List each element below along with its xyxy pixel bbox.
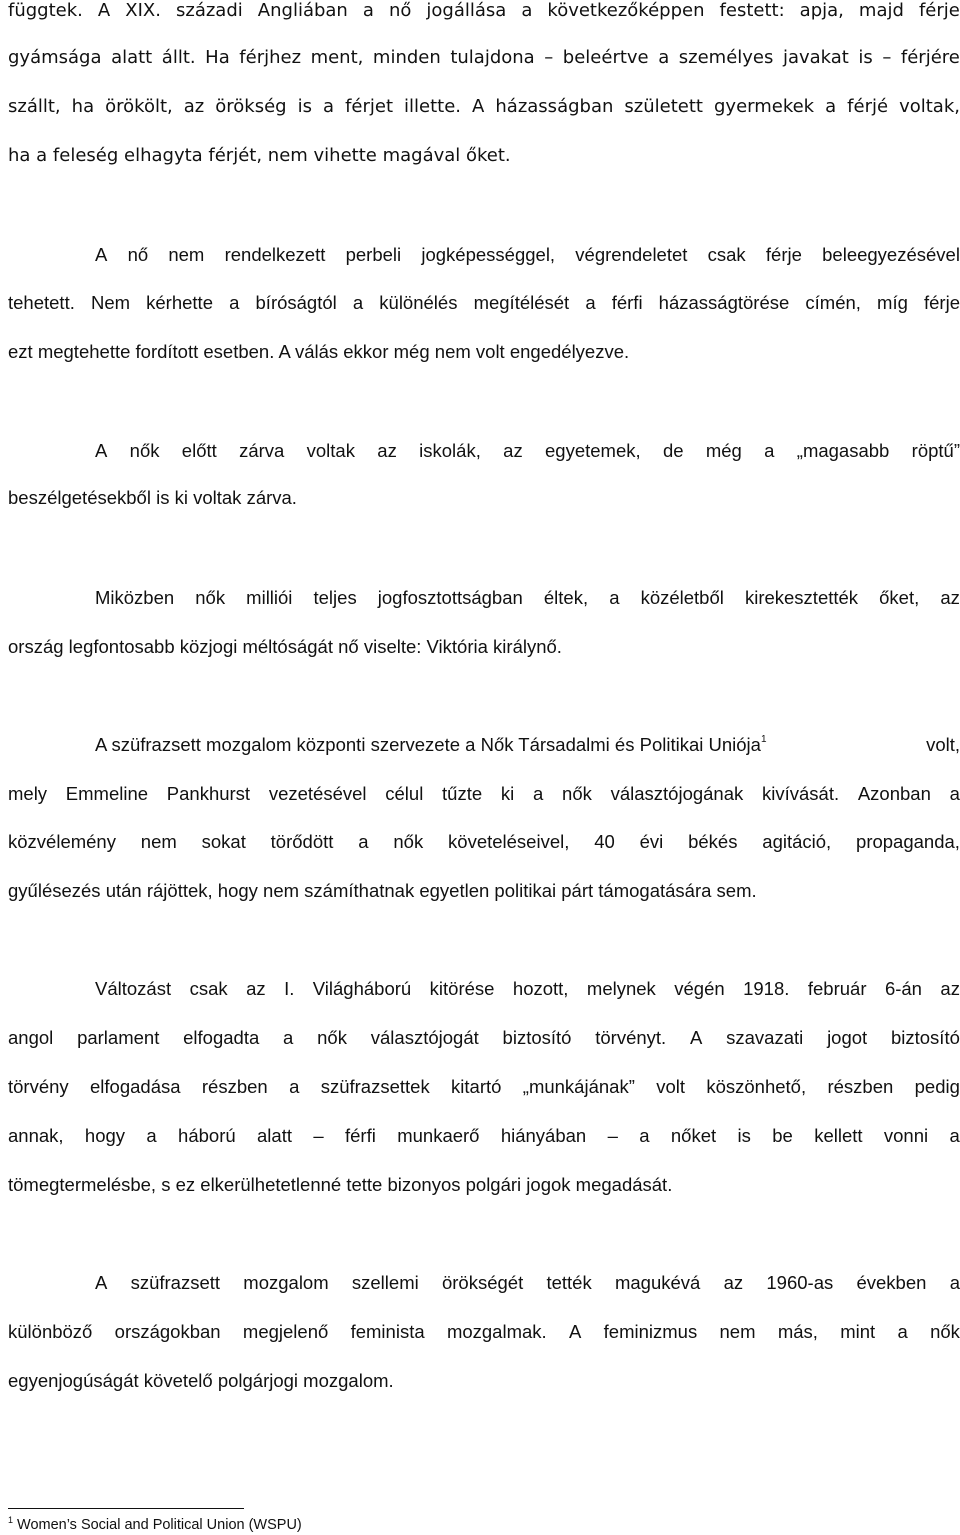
- word: hiányában: [500, 1125, 587, 1146]
- word: de: [662, 440, 684, 461]
- word: nő: [127, 244, 149, 265]
- word: nők: [393, 831, 424, 852]
- word: végrendeletet: [575, 244, 688, 265]
- word: évi: [639, 831, 664, 852]
- word: követeléseivel,: [448, 831, 570, 852]
- word: függtek.: [8, 0, 83, 21]
- word: Miközben: [95, 587, 175, 608]
- word: 6-án: [884, 978, 922, 999]
- word: beleegyezésével: [822, 244, 960, 265]
- word: volt: [656, 1076, 685, 1097]
- footnote-marker: 1: [8, 1515, 14, 1525]
- word: férjére: [900, 47, 960, 68]
- word: munkaerő: [397, 1125, 480, 1146]
- word: A: [95, 1272, 108, 1293]
- word: –: [607, 1125, 618, 1146]
- word: férfi: [345, 1125, 376, 1146]
- paragraph-1-line-4: ha a feleség elhagyta férjét, nem vihette magával őket.: [8, 145, 511, 166]
- word: köszönhető,: [706, 1076, 807, 1097]
- paragraph-6-line-1: [95, 978, 960, 1000]
- word: ha: [71, 96, 95, 117]
- word: is: [297, 96, 312, 117]
- word: 40: [594, 831, 615, 852]
- paragraph-1-line-3: [8, 96, 960, 118]
- word: nők: [195, 587, 226, 608]
- word: tehetett.: [8, 292, 75, 313]
- word: közvélemény: [8, 831, 116, 852]
- word: elfogadása: [90, 1076, 181, 1097]
- word: örökség: [215, 96, 287, 117]
- word: jogképességgel,: [421, 244, 556, 265]
- word: nők: [562, 783, 592, 804]
- word: hozott,: [512, 978, 569, 999]
- paragraph-2-line-2: [8, 292, 960, 314]
- word: 1960-as: [766, 1272, 834, 1293]
- word: megjelenő: [242, 1321, 329, 1342]
- word: házasságban: [495, 96, 614, 117]
- word: ki: [500, 783, 515, 804]
- word: iskolák,: [419, 440, 481, 461]
- paragraph-1-line-2: [8, 47, 960, 69]
- word: „munkájának”: [522, 1076, 635, 1097]
- word: az: [246, 978, 266, 999]
- word: tulajdona: [450, 47, 535, 68]
- word: A: [690, 1027, 703, 1048]
- word: mely: [8, 783, 48, 804]
- word: az: [503, 440, 523, 461]
- word: századi: [176, 0, 243, 21]
- word: alatt: [257, 1125, 292, 1146]
- word: a: [352, 292, 364, 313]
- word: –: [882, 47, 892, 68]
- word: nem: [140, 831, 177, 852]
- word: teljes: [313, 587, 357, 608]
- paragraph-2-line-1: [95, 244, 960, 266]
- word: a: [897, 1321, 908, 1342]
- word: mint: [840, 1321, 876, 1342]
- word: kivívását.: [762, 783, 840, 804]
- word: kirekesztették: [744, 587, 859, 608]
- word: férje: [918, 0, 960, 21]
- word: tűzte: [442, 783, 483, 804]
- word: bíróságtól: [255, 292, 337, 313]
- word: a: [949, 783, 960, 804]
- footnote: [8, 1516, 302, 1534]
- word: nőket: [670, 1125, 717, 1146]
- paragraph-3-line-1: [95, 440, 960, 462]
- word: propaganda,: [856, 831, 960, 852]
- word: is: [858, 47, 873, 68]
- word: nők: [317, 1027, 347, 1048]
- word: az: [183, 96, 205, 117]
- word: jogot: [827, 1027, 868, 1048]
- word: csak: [707, 244, 746, 265]
- word: nők: [129, 440, 160, 461]
- word: törvényt.: [595, 1027, 667, 1048]
- word: biztosító: [890, 1027, 960, 1048]
- word: megítélését: [473, 292, 570, 313]
- word: állt.: [161, 47, 196, 68]
- word: parlament: [77, 1027, 160, 1048]
- word: a: [283, 1027, 294, 1048]
- word: törődött: [270, 831, 334, 852]
- word: illette.: [404, 96, 462, 117]
- word: években: [856, 1272, 927, 1293]
- word: örökölt,: [105, 96, 173, 117]
- word: csak: [189, 978, 228, 999]
- word: mozgalom: [243, 1272, 329, 1293]
- word: vezetésével: [268, 783, 367, 804]
- footnote-text: Women’s Social and Political Union (WSPU): [17, 1517, 302, 1533]
- word: címén,: [805, 292, 861, 313]
- paragraph-5-line-3: [8, 831, 960, 853]
- word: is: [737, 1125, 751, 1146]
- word: nem: [168, 244, 205, 265]
- word: az: [940, 587, 960, 608]
- word: férjet: [345, 96, 394, 117]
- word: melynek: [586, 978, 656, 999]
- word: míg: [877, 292, 908, 313]
- word: Angliában: [257, 0, 348, 21]
- word: nő: [388, 0, 412, 21]
- word: a: [362, 0, 374, 21]
- word: törvény: [8, 1076, 69, 1097]
- word: beleértve: [562, 47, 649, 68]
- word: örökségét: [441, 1272, 524, 1293]
- word: A: [97, 0, 111, 21]
- word: jogfosztottságban: [377, 587, 523, 608]
- word: közéletből: [640, 587, 724, 608]
- word: a: [949, 1125, 960, 1146]
- word: majd: [858, 0, 904, 21]
- word: alatt: [111, 47, 153, 68]
- word: a: [658, 47, 670, 68]
- paragraph-6-line-5: tömegtermelésbe, s ez elkerülhetetlenné tette bizonyos polgári jogok megadását.: [8, 1174, 673, 1195]
- word: más,: [777, 1321, 818, 1342]
- word: a: [323, 96, 335, 117]
- word: apja,: [799, 0, 844, 21]
- word: elfogadta: [183, 1027, 260, 1048]
- word: zárva: [239, 440, 285, 461]
- word: az: [723, 1272, 744, 1293]
- word: milliói: [246, 587, 293, 608]
- word: szavazati: [726, 1027, 804, 1048]
- word: részben: [201, 1076, 268, 1097]
- paragraph-2-line-3: ezt megtehette fordított esetben. A válás ekkor még nem volt engedélyezve.: [8, 341, 630, 362]
- word: a: [949, 1272, 960, 1293]
- word: az: [940, 978, 960, 999]
- word: született: [624, 96, 703, 117]
- word: XIX.: [125, 0, 161, 21]
- word: hogy: [84, 1125, 126, 1146]
- word: Pankhurst: [166, 783, 251, 804]
- paragraph-7-line-2: [8, 1321, 960, 1343]
- word: a: [533, 783, 544, 804]
- word: egyetemek,: [545, 440, 641, 461]
- word: minden: [372, 47, 441, 68]
- word: férje: [924, 292, 960, 313]
- word: választójogának: [610, 783, 744, 804]
- word: agitáció,: [762, 831, 832, 852]
- word: különböző: [8, 1321, 93, 1342]
- word: férjhez: [239, 47, 302, 68]
- paragraph-6-line-2: [8, 1027, 960, 1049]
- word: a: [639, 1125, 650, 1146]
- paragraph-5-line-4: gyűlésezés után rájöttek, hogy nem számíthatnak egyetlen politikai párt támogatására sem.: [8, 880, 757, 901]
- word: rendelkezett: [224, 244, 326, 265]
- word: nem: [719, 1321, 756, 1342]
- word: röptű”: [911, 440, 960, 461]
- word: Nem: [90, 292, 131, 313]
- word: férfi: [611, 292, 643, 313]
- word: gyámsága: [8, 47, 102, 68]
- word: még: [705, 440, 742, 461]
- word: Változást: [95, 978, 172, 999]
- word: az: [377, 440, 397, 461]
- word: a: [609, 587, 620, 608]
- paragraph-6-line-3: [8, 1076, 960, 1098]
- word: férjé: [847, 96, 889, 117]
- word: kitörése: [429, 978, 495, 999]
- word: –: [313, 1125, 324, 1146]
- word: háború: [178, 1125, 236, 1146]
- word: magukévá: [614, 1272, 701, 1293]
- paragraph-5-line-1: [95, 734, 960, 756]
- word: perbeli: [345, 244, 402, 265]
- word: békés: [688, 831, 738, 852]
- word: voltak: [306, 440, 355, 461]
- word: sokat: [201, 831, 246, 852]
- paragraph-1-line-1: [8, 0, 960, 22]
- word: a: [585, 292, 596, 313]
- paragraph-5-line-1-end: volt,: [926, 734, 960, 755]
- paragraph-4-line-1: [95, 587, 960, 609]
- word: feminizmus: [603, 1321, 698, 1342]
- word: következőképpen: [547, 0, 705, 21]
- word: országokban: [114, 1321, 221, 1342]
- word: a: [229, 292, 240, 313]
- word: voltak,: [899, 96, 960, 117]
- word: annak,: [8, 1125, 64, 1146]
- word: angol: [8, 1027, 54, 1048]
- word: Ha: [205, 47, 230, 68]
- word: festett:: [719, 0, 785, 21]
- word: I.: [284, 978, 295, 999]
- word: jogállása: [426, 0, 507, 21]
- word: választójogát: [370, 1027, 479, 1048]
- paragraph-7-line-1: [95, 1272, 960, 1294]
- word: a: [289, 1076, 300, 1097]
- word: javakat: [782, 47, 849, 68]
- word: mozgalmak.: [446, 1321, 547, 1342]
- word: személyes: [678, 47, 774, 68]
- word: február: [807, 978, 867, 999]
- word: a: [764, 440, 775, 461]
- word: tették: [546, 1272, 592, 1293]
- word: férje: [765, 244, 802, 265]
- word: a: [358, 831, 369, 852]
- word: kitartó: [451, 1076, 502, 1097]
- paragraph-5-line-1-text: [95, 734, 767, 756]
- paragraph-6-line-4: [8, 1125, 960, 1147]
- word: előtt: [181, 440, 217, 461]
- word: 1918.: [743, 978, 790, 999]
- word: szállt,: [8, 96, 61, 117]
- word: „magasabb: [796, 440, 890, 461]
- word: a: [825, 96, 837, 117]
- word: vonni: [883, 1125, 929, 1146]
- word: Világháború: [312, 978, 412, 999]
- word: részben: [827, 1076, 894, 1097]
- word: –: [544, 47, 554, 68]
- footnote-separator: [8, 1508, 244, 1509]
- paragraph-3-line-2: beszélgetésekből is ki voltak zárva.: [8, 487, 297, 508]
- word: ment,: [310, 47, 364, 68]
- word: szellemi: [351, 1272, 419, 1293]
- word: kérhette: [146, 292, 213, 313]
- word: különélés: [379, 292, 458, 313]
- word: éltek,: [543, 587, 589, 608]
- word: A: [95, 244, 108, 265]
- word: A: [472, 96, 485, 117]
- footnote-reference: 1: [760, 734, 767, 745]
- word: szüfrazsettek: [320, 1076, 430, 1097]
- word: A: [95, 440, 108, 461]
- word: A: [568, 1321, 582, 1342]
- word: biztosító: [502, 1027, 572, 1048]
- word: a: [146, 1125, 157, 1146]
- word: célul: [385, 783, 424, 804]
- word: végén: [674, 978, 725, 999]
- paragraph-7-line-3: egyenjogúságát követelő polgárjogi mozgalom.: [8, 1370, 394, 1391]
- word: kellett: [814, 1125, 863, 1146]
- word: őket,: [879, 587, 920, 608]
- word: a: [521, 0, 533, 21]
- word: Azonban: [857, 783, 931, 804]
- word: pedig: [914, 1076, 960, 1097]
- word: Emmeline: [65, 783, 149, 804]
- word: gyermekek: [713, 96, 815, 117]
- paragraph-5-line-2: [8, 783, 960, 805]
- paragraph-5-line-1-main: A szüfrazsett mozgalom központi szervezete a Nők Társadalmi és Politikai Uniója: [95, 734, 761, 755]
- word: nők: [930, 1321, 960, 1342]
- word: be: [772, 1125, 793, 1146]
- paragraph-4-line-2: ország legfontosabb közjogi méltóságát nő viselte: Viktória királynő.: [8, 636, 562, 657]
- word: házasságtörése: [658, 292, 790, 313]
- word: feminista: [350, 1321, 425, 1342]
- word: szüfrazsett: [130, 1272, 221, 1293]
